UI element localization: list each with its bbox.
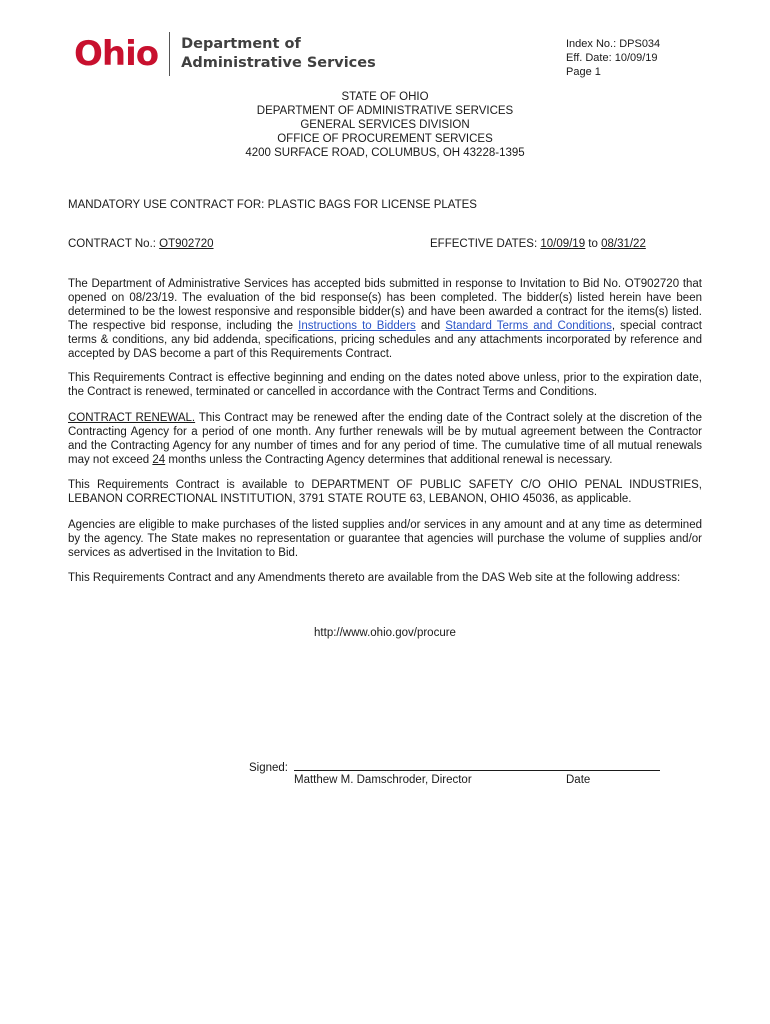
renewal-heading: CONTRACT RENEWAL. bbox=[68, 412, 196, 424]
award-text-part1: The Department of Administrative Services has accepted bids submitted in response to Invitation to Bid No. OT902720 that opened on 08/23/19. The evaluation of the bid response(s) has been completed. The bidder(s) listed herein have been determined to be the lowest responsive and responsible bidder(s) and have been awarded a contract for the items(s) listed. The respective bid response, including the bbox=[68, 278, 702, 332]
availability-paragraph: This Requirements Contract is available to DEPARTMENT OF PUBLIC SAFETY C/O OHIO PENAL INDUSTRIES, LEBANON CORRECTIONAL INSTITUTION, 3791 STATE ROUTE 63, LEBANON, OHIO 45036, as applicable. bbox=[68, 479, 702, 505]
award-text-and: and bbox=[415, 320, 446, 332]
contract-number bbox=[68, 237, 214, 251]
amendments-paragraph: This Requirements Contract and any Amendments thereto are available from the DAS Web site at the following address: bbox=[68, 572, 681, 584]
renewal-text-part1: This Contract may be renewed after the ending date of the Contract solely at the discretion of the Contracting Agency for a period of one month. Any further renewals will be by mutual agreement between the Contractor and the Contracting Agency for any number of times and for any period of time. The cumulative time of all mutual renewals may not exceed bbox=[68, 412, 702, 466]
contract-number-label: CONTRACT No.: bbox=[68, 238, 160, 250]
logo-divider bbox=[169, 32, 170, 76]
index-number: Index No.: DPS034 bbox=[566, 38, 661, 50]
agency-line: OFFICE OF PROCUREMENT SERVICES bbox=[277, 133, 493, 145]
page-number: Page 1 bbox=[566, 66, 601, 78]
standard-terms-link[interactable]: Standard Terms and Conditions bbox=[445, 320, 612, 332]
renewal-months: 24 bbox=[152, 454, 166, 466]
signed-label: Signed: bbox=[249, 762, 292, 774]
effective-period-paragraph: This Requirements Contract is effective beginning and ending on the dates noted above unless, prior to the expiration date, the Contract is renewed, terminated or cancelled in accordance with the Contract Terms and Conditions. bbox=[68, 372, 702, 398]
ohio-das-logo bbox=[74, 30, 376, 78]
signer-name: Matthew M. Damschroder, Director bbox=[294, 774, 472, 786]
agency-line: STATE OF OHIO bbox=[341, 91, 429, 103]
mandatory-use-title: MANDATORY USE CONTRACT FOR: PLASTIC BAGS FOR LICENSE PLATES bbox=[68, 199, 477, 211]
logo-dept-line2: Administrative Services bbox=[181, 55, 376, 71]
instructions-to-bidders-link[interactable]: Instructions to Bidders bbox=[298, 320, 416, 332]
effective-start-date: 10/09/19 bbox=[540, 238, 586, 250]
agency-address-block bbox=[0, 90, 770, 160]
date-label: Date bbox=[566, 774, 591, 786]
effective-dates-label: EFFECTIVE DATES: bbox=[430, 238, 541, 250]
award-text-part2: , special contract terms & conditions, any bid addenda, specifications, pricing schedules and any attachments incorporated by reference and accepted by DAS become a part of this Requirements Contract. bbox=[68, 320, 702, 360]
effective-date-meta: Eff. Date: 10/09/19 bbox=[566, 52, 658, 64]
agency-line: 4200 SURFACE ROAD, COLUMBUS, OH 43228-1395 bbox=[245, 147, 525, 159]
award-paragraph bbox=[68, 277, 702, 361]
effective-dates-to: to bbox=[585, 238, 602, 250]
logo-ohio-wordmark: Ohio bbox=[74, 34, 159, 74]
signature-blank bbox=[294, 759, 660, 771]
agency-line: DEPARTMENT OF ADMINISTRATIVE SERVICES bbox=[256, 105, 514, 117]
eligibility-paragraph: Agencies are eligible to make purchases of the listed supplies and/or services in any amount and at any time as determined by the agency. The State makes no representation or guarantee that agencies will purchase the volume of supplies and/or services as advertised in the Invitation to Bid. bbox=[68, 519, 702, 559]
renewal-paragraph bbox=[68, 411, 702, 467]
contract-number-value: OT902720 bbox=[159, 238, 214, 250]
procurement-url[interactable]: http://www.ohio.gov/procure bbox=[314, 627, 456, 639]
document-meta bbox=[566, 37, 660, 79]
renewal-text-part2: months unless the Contracting Agency determines that additional renewal is necessary. bbox=[165, 454, 613, 466]
logo-department-name bbox=[181, 35, 376, 73]
agency-line: GENERAL SERVICES DIVISION bbox=[300, 119, 470, 131]
effective-end-date: 08/31/22 bbox=[601, 238, 646, 250]
effective-dates bbox=[430, 237, 646, 251]
logo-dept-line1: Department of bbox=[181, 36, 301, 52]
